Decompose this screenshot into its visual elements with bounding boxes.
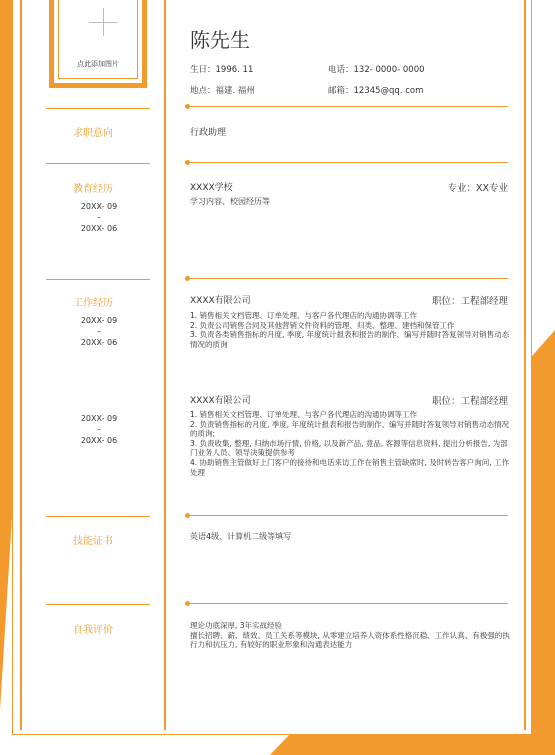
education-school: XXXX学校 <box>190 183 233 193</box>
job2-duty-line: 2. 负责销售指标的月度, 季度, 年度统计报表和报告的制作、编写并随时答复领导对销售动态情况的质询; <box>190 419 510 439</box>
section-rule-intention <box>188 106 508 107</box>
job1-duty-line: 2. 负责公司销售合同及其他营销文件资料的管理、归类、整理、建档和保管工作 <box>190 320 455 330</box>
job2-date-separator: – <box>97 425 101 434</box>
section-label-education: 教育经历 <box>73 184 113 195</box>
education-date-start: 20XX- 09 <box>80 202 118 211</box>
section-rule-skills <box>188 515 508 516</box>
email-field: 邮箱：12345@qq. com <box>328 86 424 96</box>
job1-date-separator: – <box>97 327 101 336</box>
rule-dot-icon <box>185 104 190 109</box>
rule-dot-icon <box>185 513 190 518</box>
sidebar-rule <box>46 163 150 164</box>
job1-date-end: 20XX- 06 <box>80 338 118 347</box>
section-label-skills: 技能证书 <box>73 536 113 547</box>
job1-duty-line: 3. 负责各类销售指标的月度, 季度, 年度统计报表和报告的制作、编写并随时答复领导对销售动态情况的质询 <box>190 330 510 349</box>
job1-date-start: 20XX- 09 <box>80 316 118 325</box>
skills-content: 英语4级、计算机二级等填写 <box>190 532 292 541</box>
job1-position: 职位：工程部经理 <box>431 296 508 307</box>
section-label-self-eval: 自我评价 <box>73 625 113 636</box>
job2-duties <box>190 410 510 482</box>
section-label-work: 工作经历 <box>73 298 113 309</box>
job2-duty-line: 4. 协助销售主管做好上门客户的接待和电话来访工作在销售主管缺席时, 及时转告客户询问, 工作处理 <box>190 457 510 477</box>
sidebar-rule <box>46 516 150 517</box>
section-label-intention: 求职意向 <box>73 128 113 139</box>
job1-company: XXXX有限公司 <box>190 296 251 306</box>
phone-field: 电话：132- 0000- 0000 <box>328 65 425 75</box>
sidebar-rule <box>46 604 150 605</box>
rule-dot-icon <box>185 276 190 281</box>
add-photo-icon-vertical <box>103 8 104 36</box>
section-rule-work <box>188 278 508 279</box>
job2-company: XXXX有限公司 <box>190 396 251 406</box>
photo-add-label: 点此添加图片 <box>77 60 119 68</box>
job2-position: 职位：工程部经理 <box>431 396 508 407</box>
job2-duty-line: 1. 销售相关文档管理、订单处理、与客户各代理店的沟通协调等工作 <box>190 410 418 419</box>
right-border-line <box>524 0 526 730</box>
self-eval-line: 擅长招聘、薪、绩效、员工关系等模块, 从零建立培养人资体系性格沉稳、工作认真、有极强的执行力和抗压力, 有较好的职业形象和沟通表达能力 <box>190 630 510 650</box>
job2-date-end: 20XX- 06 <box>80 436 118 445</box>
education-date-end: 20XX- 06 <box>80 224 118 233</box>
address-field: 地点：福建. 福州 <box>190 86 255 96</box>
birthday-field: 生日：1996. 11 <box>190 65 254 75</box>
rule-dot-icon <box>185 601 190 606</box>
candidate-name: 陈先生 <box>190 28 250 52</box>
self-eval-line: 理论功底深厚, 3年实战经验 <box>190 621 283 630</box>
self-eval-content <box>190 621 510 650</box>
job2-date-start: 20XX- 09 <box>80 414 118 423</box>
job1-duty-line: 1. 销售相关文档管理、订单处理、与客户各代理店的沟通协调等工作 <box>190 311 418 320</box>
education-detail: 学习内容、校园经历等 <box>190 197 270 206</box>
photo-placeholder[interactable] <box>49 0 147 88</box>
job1-duties <box>190 311 510 349</box>
rule-dot-icon <box>185 160 190 165</box>
education-date-separator: – <box>97 213 101 222</box>
intention-content: 行政助理 <box>190 128 227 138</box>
section-rule-self-eval <box>188 603 508 604</box>
section-rule-education <box>188 162 508 163</box>
job2-duty-line: 3. 负责收集, 整理, 归纳市场行情, 价格, 以及新产品, 竟品, 客源等信息资料, 提出分析报告, 为部门业务人员、领导决策提供参考 <box>190 438 508 458</box>
sidebar-rule <box>46 279 150 280</box>
sidebar-rule <box>46 108 150 109</box>
education-major: 专业：XX专业 <box>447 183 508 194</box>
